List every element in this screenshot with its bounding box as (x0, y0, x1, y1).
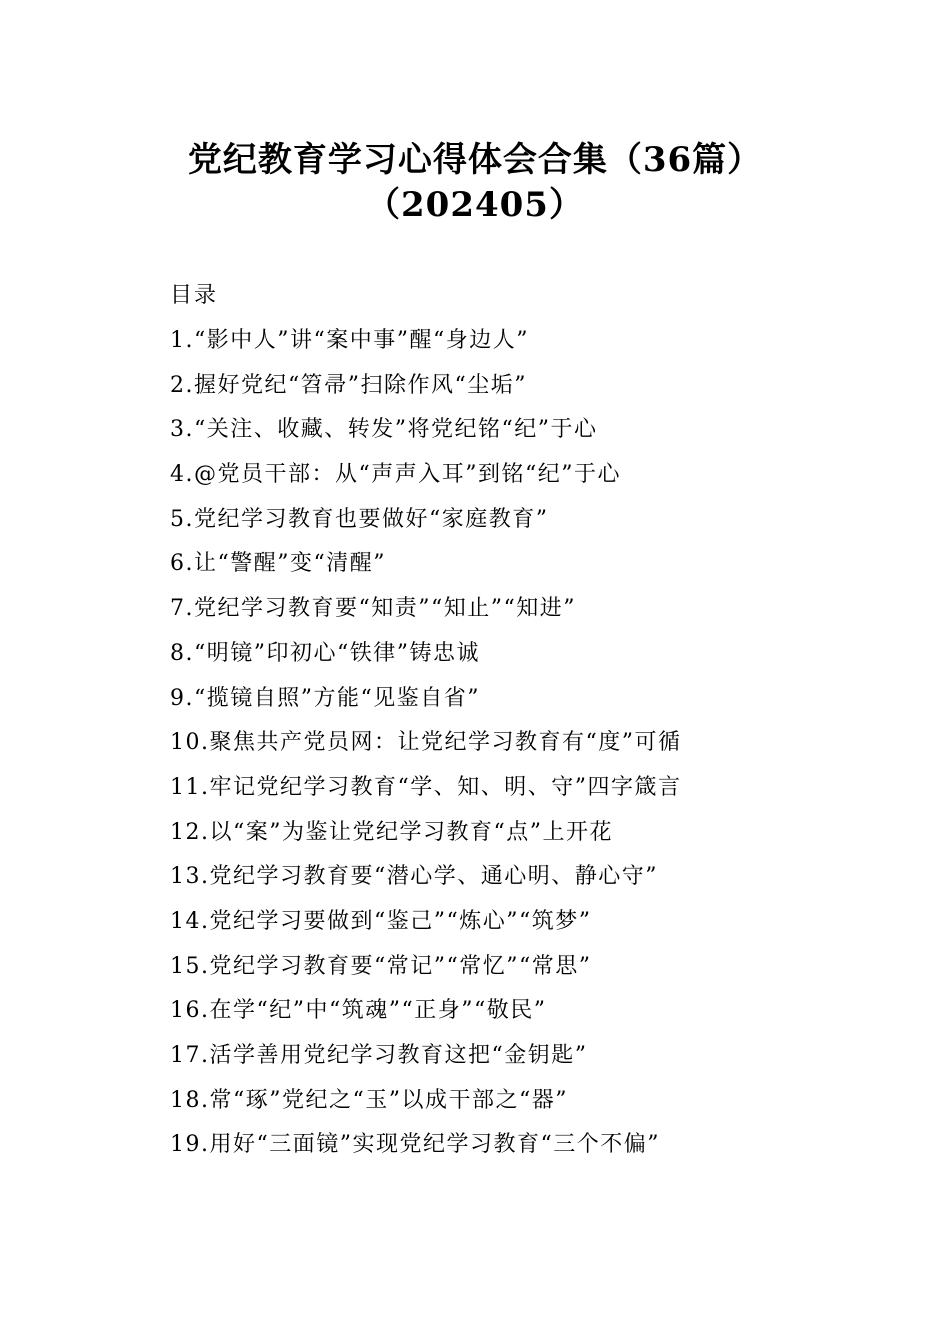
toc-item: 12.以“案”为鉴让党纪学习教育“点”上开花 (170, 819, 613, 845)
toc-item: 17.活学善用党纪学习教育这把“金钥匙” (170, 1043, 588, 1068)
toc-item: 7.党纪学习教育要“知责”“知止”“知进” (170, 596, 576, 622)
toc-item: 3.“关注、收藏、转发”将党纪铭“纪”于心 (170, 417, 598, 443)
toc-item: 10.聚焦共产党员网：让党纪学习教育有“度”可循 (170, 730, 682, 756)
toc-item: 19.用好“三面镜”实现党纪学习教育“三个不偏” (170, 1132, 660, 1158)
table-of-contents (170, 326, 790, 1175)
toc-item: 2.握好党纪“笤帚”扫除作风“尘垢” (170, 372, 527, 398)
toc-item: 13.党纪学习教育要“潜心学、通心明、静心守” (170, 864, 658, 890)
toc-item: 8.“明镜”印初心“铁律”铸忠诚 (170, 640, 480, 666)
document-subtitle-date: （202405） (366, 185, 584, 225)
toc-item: 15.党纪学习教育要“常记”“常忆”“常思” (170, 953, 592, 979)
toc-item: 16.在学“纪”中“筑魂”“正身”“敬民” (170, 998, 547, 1024)
toc-item: 9.“揽镜自照”方能“见鉴自省” (170, 685, 480, 711)
toc-item: 1.“影中人”讲“案中事”醒“身边人” (170, 328, 529, 353)
toc-item: 6.让“警醒”变“清醒” (170, 551, 386, 577)
toc-item: 18.常“琢”党纪之“玉”以成干部之“器” (170, 1087, 568, 1113)
toc-item: 5.党纪学习教育也要做好“家庭教育” (170, 506, 549, 532)
toc-item: 4.@党员干部：从“声声入耳”到铭“纪”于心 (170, 462, 621, 488)
document-title: 党纪教育学习心得体会合集（36篇） (187, 140, 763, 180)
toc-item: 11.牢记党纪学习教育“学、知、明、守”四字箴言 (170, 774, 682, 800)
toc-item: 14.党纪学习要做到“鉴己”“炼心”“筑梦” (170, 908, 592, 934)
toc-heading: 目录 (170, 283, 219, 308)
